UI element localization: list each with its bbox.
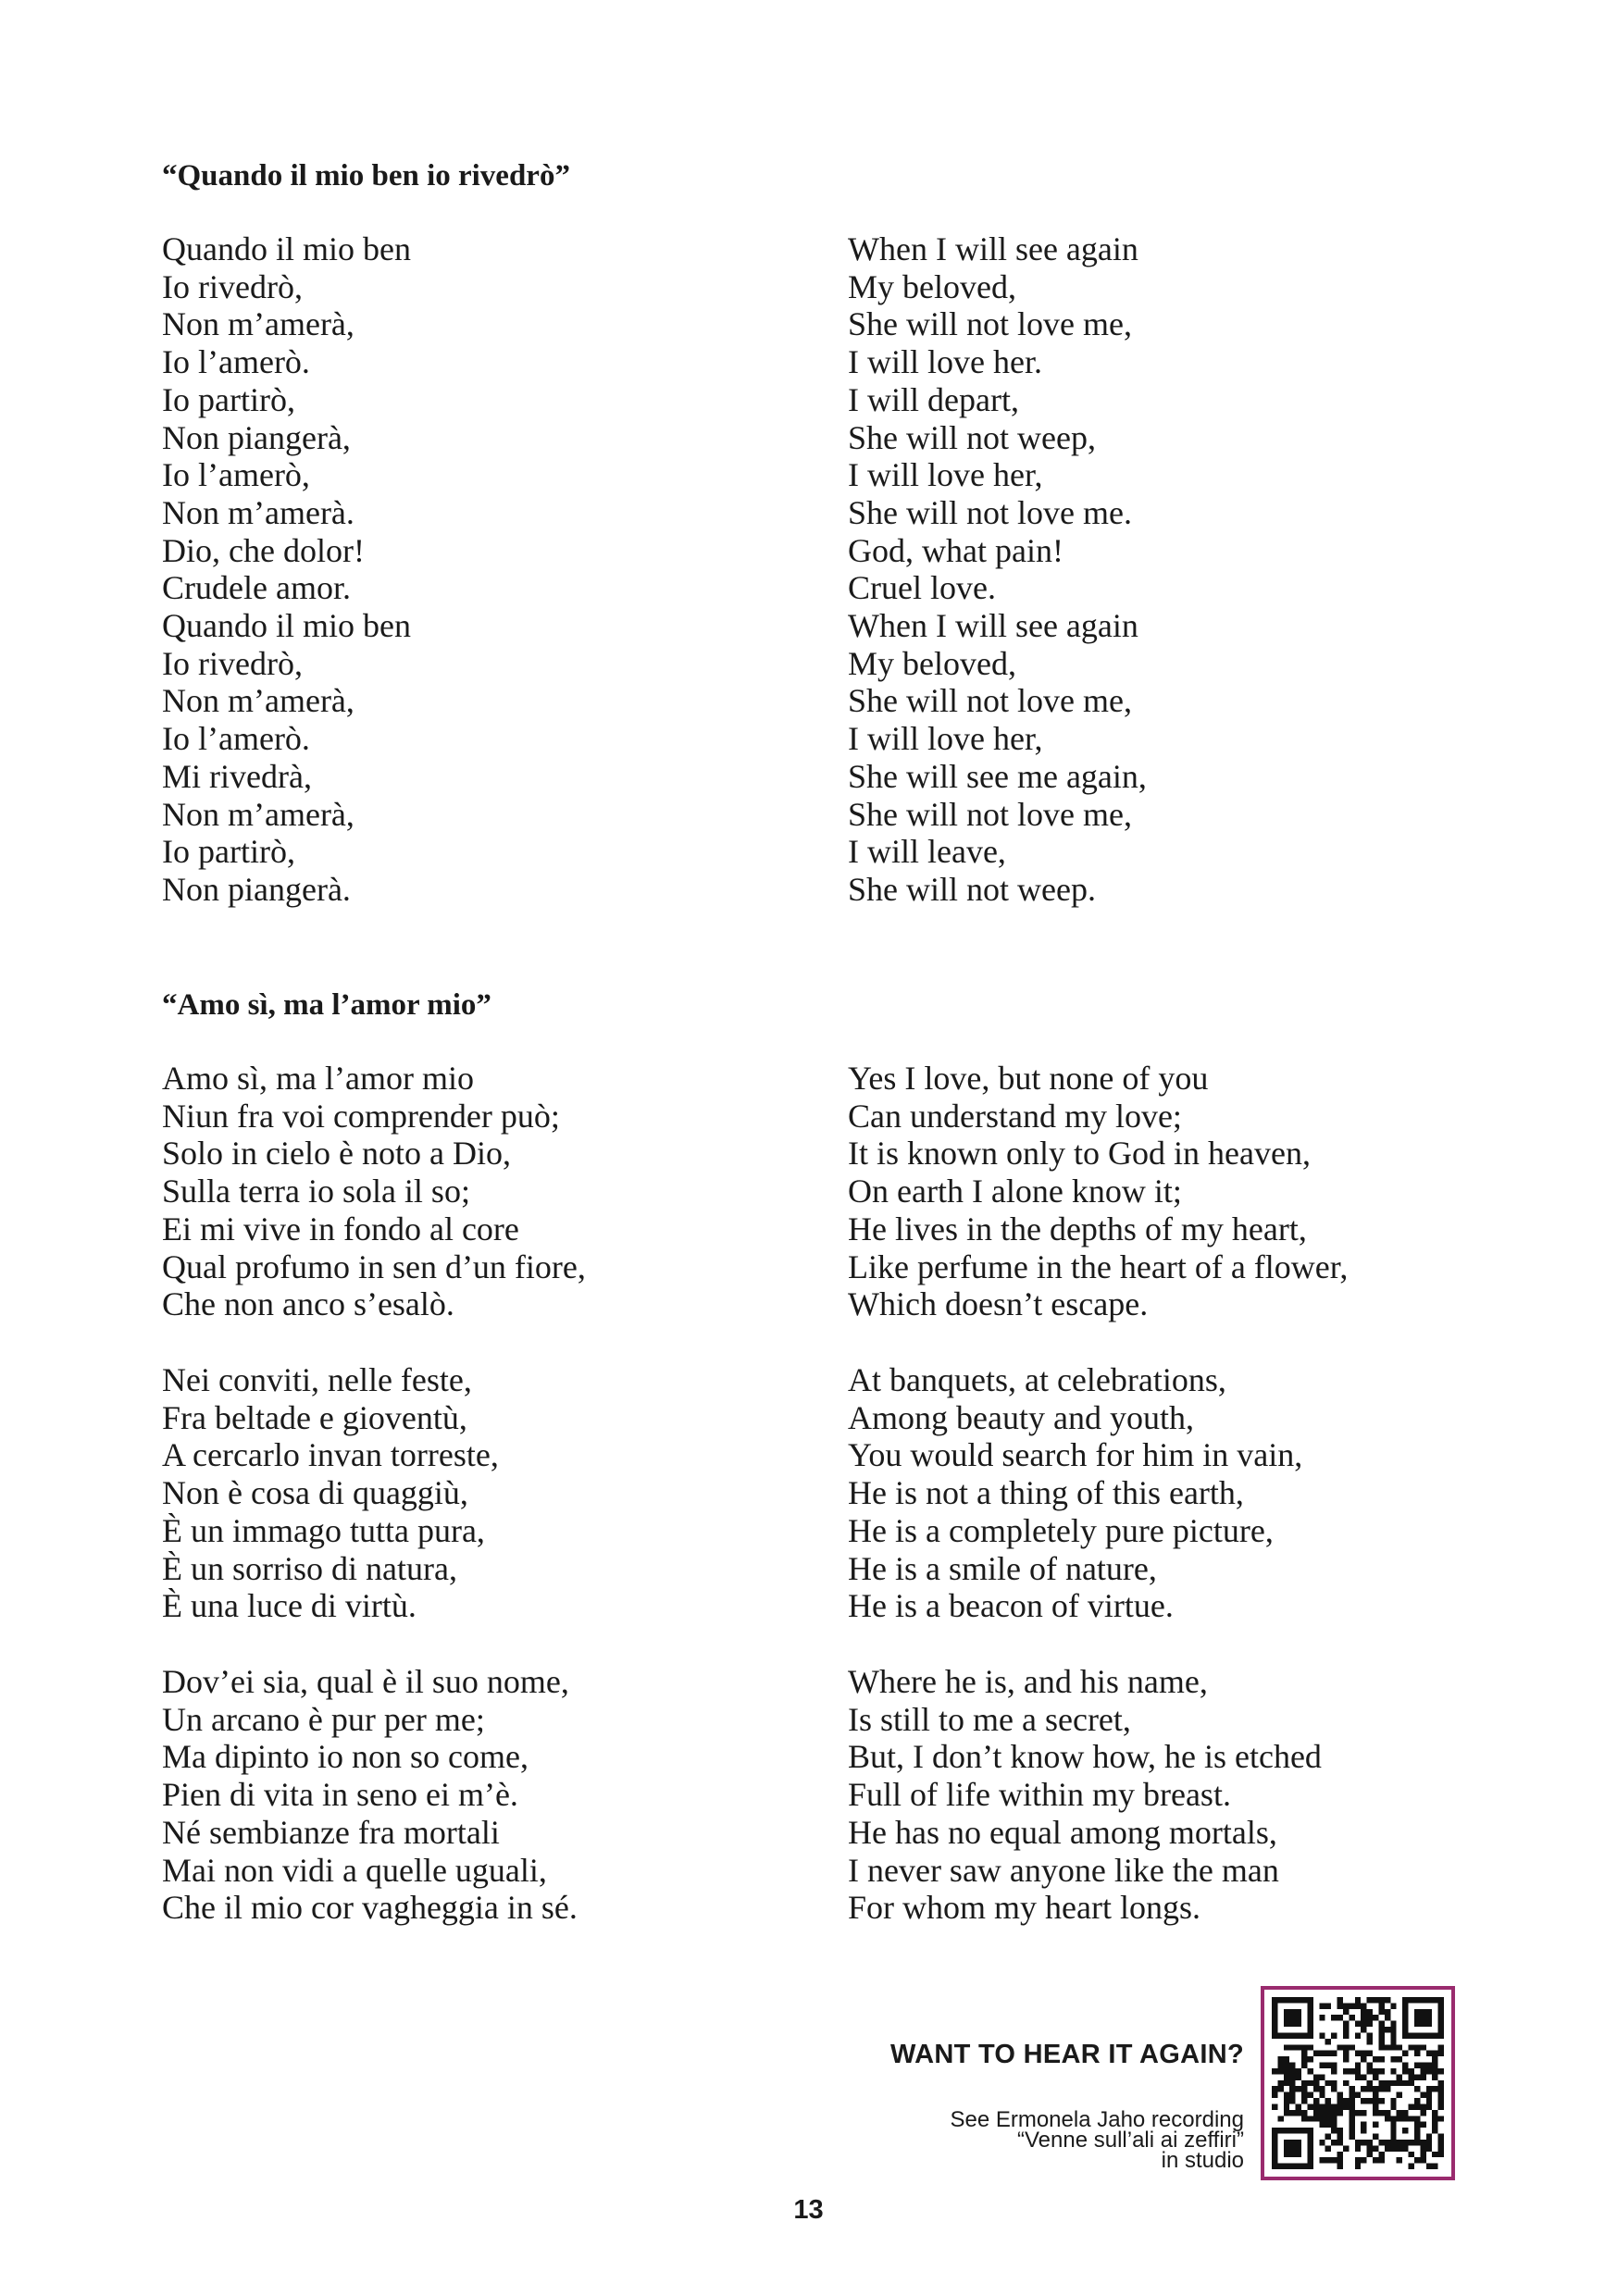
lyric-line: You would search for him in vain,: [848, 1436, 1303, 1474]
lyric-line: Which doesn’t escape.: [848, 1285, 1149, 1323]
lyric-line: Mai non vidi a quelle uguali,: [162, 1851, 547, 1889]
lyric-line: Non m’amerà,: [162, 305, 354, 343]
lyric-line: When I will see again: [848, 230, 1138, 267]
lyric-line: When I will see again: [848, 607, 1138, 645]
promo-description: [950, 2107, 1244, 2173]
lyric-line: Quando il mio ben: [162, 607, 411, 645]
lyrics-italian-song2-stanza1: [162, 1060, 586, 1323]
lyric-line: Che il mio cor vagheggia in sé.: [162, 1889, 578, 1927]
lyric-line: A cercarlo invan torreste,: [162, 1436, 499, 1474]
lyrics-italian-song2-stanza2: [162, 1361, 499, 1625]
qr-code-icon[interactable]: [1272, 1997, 1444, 2169]
qr-code-frame[interactable]: [1261, 1986, 1455, 2180]
lyric-line: He is a completely pure picture,: [848, 1511, 1274, 1549]
lyric-line: He has no equal among mortals,: [848, 1813, 1277, 1851]
lyric-line: Can understand my love;: [848, 1097, 1182, 1135]
lyric-line: At banquets, at celebrations,: [848, 1361, 1226, 1398]
lyric-line: I will love her.: [848, 343, 1042, 381]
lyric-line: I will love her,: [848, 720, 1043, 758]
lyric-line: Dov’ei sia, qual è il suo nome,: [162, 1663, 569, 1700]
lyric-line: Dio, che dolor!: [162, 531, 365, 569]
lyric-line: He is a smile of nature,: [848, 1549, 1157, 1587]
lyric-line: Non m’amerà,: [162, 795, 354, 833]
lyric-line: She will not love me,: [848, 682, 1132, 720]
lyric-line: Ei mi vive in fondo al core: [162, 1210, 519, 1247]
lyric-line: She will not weep.: [848, 870, 1096, 908]
lyric-line: She will see me again,: [848, 757, 1147, 795]
lyric-line: My beloved,: [848, 267, 1016, 305]
lyric-line: Né sembianze fra mortali: [162, 1813, 500, 1851]
song-title-1: “Quando il mio ben io rivedrò”: [162, 159, 570, 192]
lyric-line: È un sorriso di natura,: [162, 1549, 457, 1587]
lyric-line: Io l’amerò.: [162, 720, 310, 758]
lyric-line: Non piangerà.: [162, 870, 351, 908]
lyric-line: Full of life within my breast.: [848, 1776, 1231, 1814]
lyrics-italian-song1: [162, 230, 411, 909]
lyric-line: Yes I love, but none of you: [848, 1060, 1209, 1097]
page-number: 13: [793, 2195, 824, 2225]
lyric-line: Mi rivedrà,: [162, 757, 312, 795]
lyric-line: I will leave,: [848, 833, 1006, 871]
lyric-line: Cruel love.: [848, 569, 996, 607]
lyric-line: Un arcano è pur per me;: [162, 1700, 485, 1738]
lyrics-english-song2-stanza2: [848, 1361, 1302, 1625]
lyric-line: Crudele amor.: [162, 569, 351, 607]
lyric-line: Che non anco s’esalò.: [162, 1285, 454, 1323]
lyric-line: Quando il mio ben: [162, 230, 411, 267]
lyric-line: Io rivedrò,: [162, 267, 303, 305]
lyric-line: Is still to me a secret,: [848, 1700, 1131, 1738]
promo-heading: WANT TO HEAR IT AGAIN?: [890, 2040, 1244, 2069]
lyric-line: Non è cosa di quaggiù,: [162, 1474, 468, 1512]
lyric-line: Sulla terra io sola il so;: [162, 1173, 470, 1210]
lyric-line: It is known only to God in heaven,: [848, 1135, 1311, 1173]
lyric-line: Io partirò,: [162, 380, 295, 418]
lyric-line: Where he is, and his name,: [848, 1663, 1208, 1700]
lyric-line: Pien di vita in seno ei m’è.: [162, 1776, 518, 1814]
lyrics-english-song1: [848, 230, 1147, 909]
lyric-line: Among beauty and youth,: [848, 1398, 1194, 1436]
lyric-line: Amo sì, ma l’amor mio: [162, 1060, 474, 1097]
lyrics-italian-song2-stanza3: [162, 1663, 578, 1927]
lyric-line: Non piangerà,: [162, 418, 351, 456]
lyric-line: He is not a thing of this earth,: [848, 1474, 1244, 1512]
lyric-line: But, I don’t know how, he is etched: [848, 1738, 1322, 1776]
lyric-line: I will depart,: [848, 380, 1019, 418]
lyric-line: She will not love me,: [848, 795, 1132, 833]
lyric-line: I will love her,: [848, 456, 1043, 494]
lyric-line: Qual profumo in sen d’un fiore,: [162, 1247, 586, 1285]
promo-line: in studio: [1161, 2148, 1244, 2173]
lyric-line: I never saw anyone like the man: [848, 1851, 1279, 1889]
lyric-line: She will not weep,: [848, 418, 1096, 456]
lyric-line: Nei conviti, nelle feste,: [162, 1361, 472, 1398]
lyric-line: He lives in the depths of my heart,: [848, 1210, 1307, 1247]
lyric-line: Solo in cielo è noto a Dio,: [162, 1135, 511, 1173]
lyric-line: He is a beacon of virtue.: [848, 1587, 1174, 1625]
lyric-line: Io l’amerò,: [162, 456, 310, 494]
lyrics-english-song2-stanza1: [848, 1060, 1348, 1323]
lyric-line: For whom my heart longs.: [848, 1889, 1200, 1927]
lyric-line: God, what pain!: [848, 531, 1063, 569]
lyric-line: Io l’amerò.: [162, 343, 310, 381]
lyrics-english-song2-stanza3: [848, 1663, 1322, 1927]
promo-line: “Venne sull’ali ai zeffiri”: [1016, 2128, 1244, 2153]
lyric-line: Io rivedrò,: [162, 644, 303, 682]
lyric-line: Like perfume in the heart of a flower,: [848, 1247, 1349, 1285]
lyric-line: She will not love me.: [848, 493, 1132, 531]
promo-line: See Ermonela Jaho recording: [950, 2107, 1244, 2132]
lyric-line: Non m’amerà.: [162, 493, 354, 531]
lyric-line: Fra beltade e gioventù,: [162, 1398, 467, 1436]
lyric-line: She will not love me,: [848, 305, 1132, 343]
lyric-line: Io partirò,: [162, 833, 295, 871]
lyric-line: Non m’amerà,: [162, 682, 354, 720]
song-title-2: “Amo sì, ma l’amor mio”: [162, 988, 491, 1022]
lyric-line: Ma dipinto io non so come,: [162, 1738, 529, 1776]
lyric-line: È un immago tutta pura,: [162, 1511, 485, 1549]
lyric-line: On earth I alone know it;: [848, 1173, 1182, 1210]
lyric-line: Niun fra voi comprender può;: [162, 1097, 560, 1135]
qr-code-modules: [1272, 1997, 1444, 2169]
lyric-line: È una luce di virtù.: [162, 1587, 417, 1625]
lyric-line: My beloved,: [848, 644, 1016, 682]
